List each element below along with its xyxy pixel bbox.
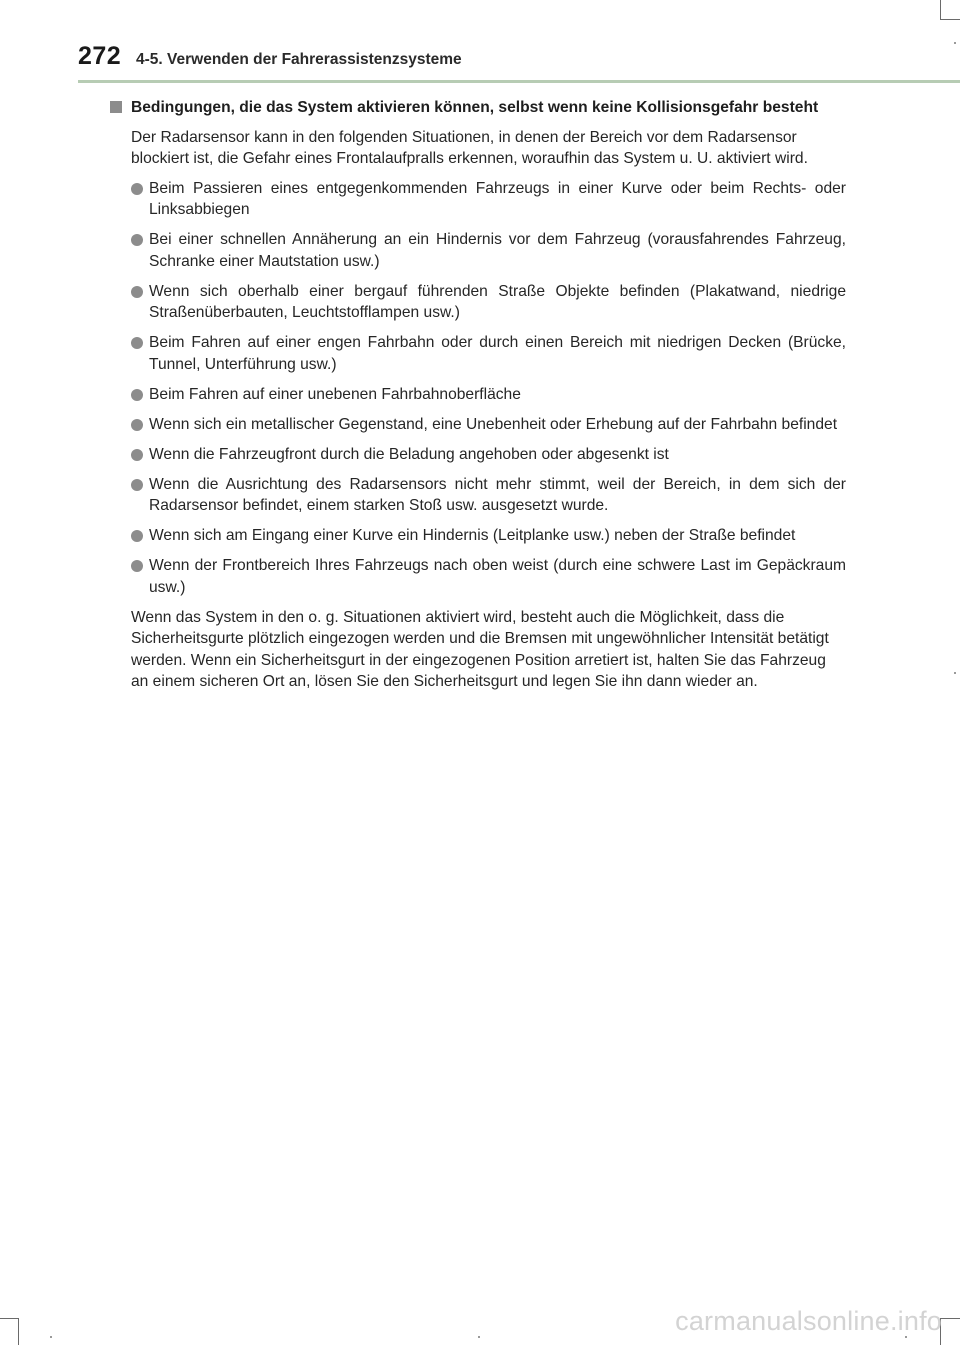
circle-bullet-icon bbox=[131, 234, 143, 246]
page-content bbox=[110, 97, 846, 693]
list-item-text: Beim Passieren eines entgegenkommenden Fahrzeugs in einer Kurve oder beim Rechts- oder Linksabbiegen bbox=[149, 179, 846, 218]
watermark: carmanualsonline.info bbox=[675, 1306, 942, 1336]
section-heading bbox=[110, 97, 846, 119]
circle-bullet-icon bbox=[131, 389, 143, 401]
registration-dot bbox=[954, 42, 956, 44]
crop-mark-bottom-right-horizontal bbox=[940, 1318, 960, 1319]
list-item bbox=[110, 474, 846, 517]
list-item bbox=[110, 281, 846, 324]
list-item-text: Wenn die Ausrichtung des Radarsensors nicht mehr stimmt, weil der Bereich, in dem sich der Radarsensor befindet, einem starken Stoß usw. ausgesetzt wurde. bbox=[149, 475, 846, 514]
crop-mark-top-right-vertical bbox=[940, 0, 941, 20]
list-item bbox=[110, 555, 846, 598]
list-item-text: Wenn sich oberhalb einer bergauf führenden Straße Objekte befinden (Plakatwand, niedrige Straßenüberbauten, Leuchtstofflampen usw.) bbox=[149, 282, 846, 321]
list-item-text: Wenn sich am Eingang einer Kurve ein Hindernis (Leitplanke usw.) neben der Straße befindet bbox=[149, 527, 796, 544]
circle-bullet-icon bbox=[131, 183, 143, 195]
circle-bullet-icon bbox=[131, 479, 143, 491]
circle-bullet-icon bbox=[131, 419, 143, 431]
circle-bullet-icon bbox=[131, 530, 143, 542]
crop-mark-top-right-horizontal bbox=[940, 19, 960, 20]
section-heading-text: Bedingungen, die das System aktivieren können, selbst wenn keine Kollisionsgefahr besteht bbox=[131, 99, 819, 116]
closing-paragraph: Wenn das System in den o. g. Situationen aktiviert wird, besteht auch die Möglichkeit, dass die Sicherheitsgurte plötzlich eingezogen werden und die Bremsen mit ungewöhnlicher Intensität betätigt werden. Wenn ein Sicherheitsgurt in der eingezogenen Position arretiert ist, halten Sie das Fahrzeug an einem sicheren Ort an, lösen Sie den Sicherheitsgurt und legen Sie ihn dann wieder an. bbox=[131, 608, 829, 690]
square-bullet-icon bbox=[110, 101, 122, 113]
list-item-text: Bei einer schnellen Annäherung an ein Hindernis vor dem Fahrzeug (vorausfahrendes Fahrzeug, Schranke einer Mautstation usw.) bbox=[149, 231, 846, 270]
list-item bbox=[110, 229, 846, 272]
circle-bullet-icon bbox=[131, 286, 143, 298]
page-number: 272 bbox=[78, 42, 122, 70]
circle-bullet-icon bbox=[131, 560, 143, 572]
circle-bullet-icon bbox=[131, 337, 143, 349]
registration-dot bbox=[50, 1336, 52, 1338]
list-item-text: Wenn die Fahrzeugfront durch die Beladung angehoben oder abgesenkt ist bbox=[149, 445, 669, 463]
list-item bbox=[110, 178, 846, 221]
crop-mark-bottom-left-horizontal bbox=[0, 1318, 19, 1319]
header-rule bbox=[78, 80, 960, 83]
section-title: 4-5. Verwenden der Fahrerassistenzsysteme bbox=[136, 51, 462, 68]
list-item bbox=[110, 384, 846, 406]
list-item bbox=[110, 444, 846, 466]
list-item-text: Beim Fahren auf einer unebenen Fahrbahnoberfläche bbox=[149, 385, 521, 403]
list-item bbox=[110, 525, 846, 547]
list-item-text: Beim Fahren auf einer engen Fahrbahn oder durch einen Bereich mit niedrigen Decken (Brücke, Tunnel, Unterführung usw.) bbox=[149, 334, 846, 373]
registration-dot bbox=[954, 672, 956, 674]
condition-list bbox=[110, 178, 846, 599]
circle-bullet-icon bbox=[131, 449, 143, 461]
list-item bbox=[110, 414, 846, 436]
crop-mark-bottom-left-vertical bbox=[18, 1318, 19, 1345]
intro-paragraph: Der Radarsensor kann in den folgenden Situationen, in denen der Bereich vor dem Radarsensor blockiert ist, die Gefahr eines Frontalaufpralls erkennen, woraufhin das System u. U. aktiviert wird. bbox=[131, 128, 808, 167]
list-item bbox=[110, 332, 846, 375]
list-item-text: Wenn der Frontbereich Ihres Fahrzeugs nach oben weist (durch eine schwere Last im Gepäckraum usw.) bbox=[149, 557, 846, 596]
registration-dot bbox=[478, 1336, 480, 1338]
list-item-text: Wenn sich ein metallischer Gegenstand, eine Unebenheit oder Erhebung auf der Fahrbahn befindet bbox=[149, 415, 838, 433]
